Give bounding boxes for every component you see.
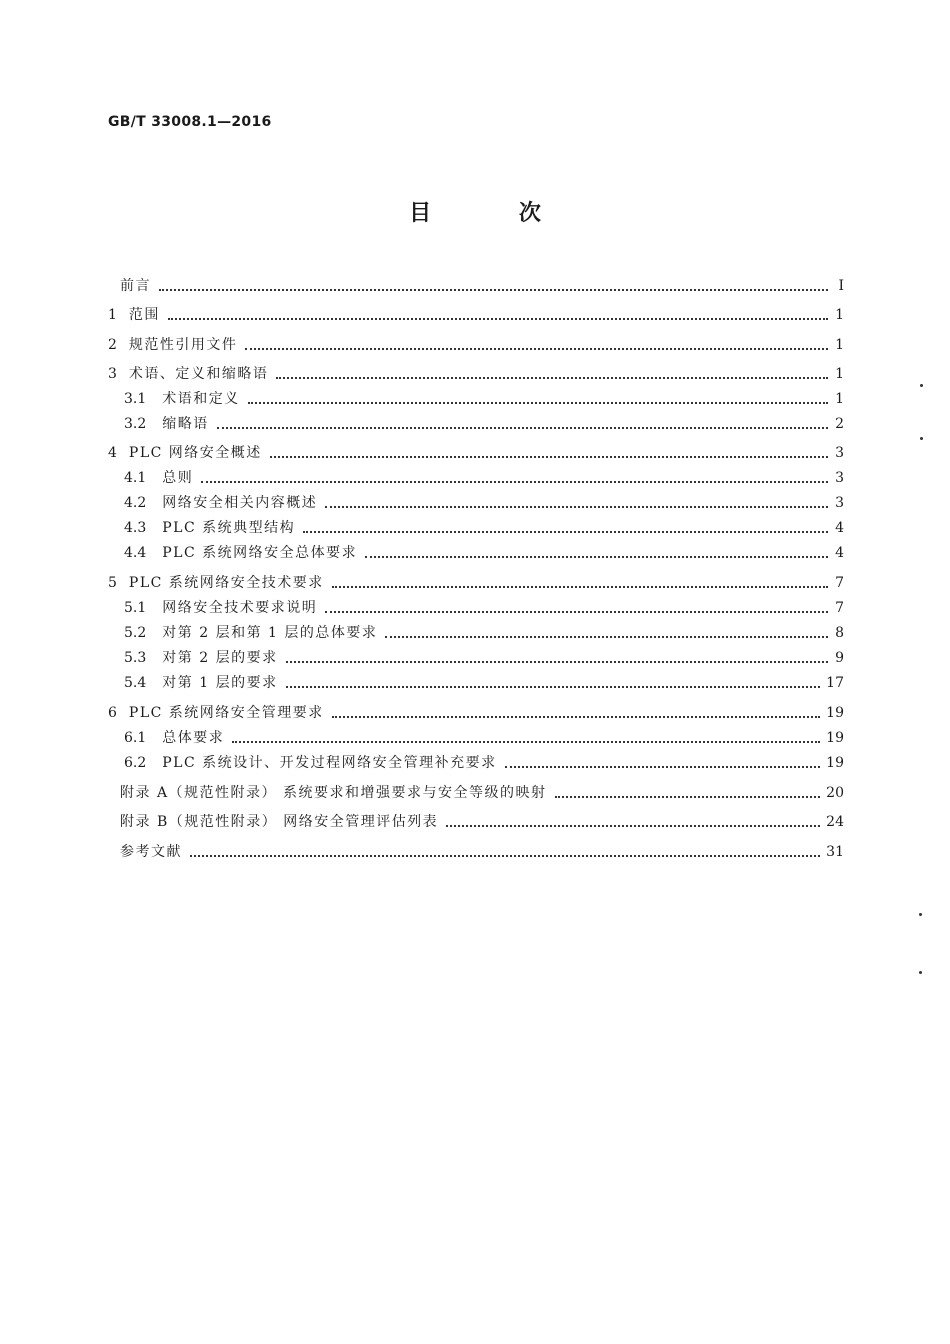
toc-entry-label: 前言 xyxy=(120,278,151,294)
toc-entry-label: PLC 系统网络安全管理要求 xyxy=(128,705,324,721)
toc-entry-3-2[interactable] xyxy=(108,413,844,435)
toc-leader-dots xyxy=(332,716,820,718)
toc-leader-dots xyxy=(270,456,828,458)
toc-entry-appendix-b[interactable] xyxy=(108,811,844,833)
toc-leader-dots xyxy=(555,796,821,798)
toc-entry-number: 1 xyxy=(108,307,117,323)
page-title: 目 次 xyxy=(409,201,581,226)
toc-entry-6-2[interactable] xyxy=(108,752,844,774)
toc-entry-number: 5.4 xyxy=(124,675,147,691)
scan-speck xyxy=(920,384,923,387)
toc-entry-1[interactable] xyxy=(108,304,844,326)
toc-leader-dots xyxy=(248,402,828,404)
toc-entry-page: 17 xyxy=(826,675,844,691)
toc-entry-5-3[interactable] xyxy=(108,647,844,669)
toc-entry-label: 对第 2 层的要求 xyxy=(162,650,278,666)
toc-entry-page: 31 xyxy=(826,844,844,860)
toc-leader-dots xyxy=(446,825,820,827)
toc-leader-dots xyxy=(201,481,828,483)
toc-entry-4[interactable] xyxy=(108,442,844,464)
toc-entry-4-1[interactable] xyxy=(108,467,844,489)
toc-entry-number: 5 xyxy=(108,575,117,591)
toc-entry-foreword[interactable] xyxy=(108,275,844,297)
toc-entry-number: 6.2 xyxy=(124,755,147,771)
toc-leader-dots xyxy=(385,636,828,638)
toc-entry-number: 6 xyxy=(108,705,117,721)
toc-entry-appendix-a[interactable] xyxy=(108,782,844,804)
toc-leader-dots xyxy=(365,556,828,558)
toc-entry-number: 3 xyxy=(108,366,117,382)
toc-entry-label: 参考文献 xyxy=(120,844,182,860)
toc-entry-4-4[interactable] xyxy=(108,542,844,564)
toc-leader-dots xyxy=(168,318,828,320)
toc-entry-number: 5.3 xyxy=(124,650,147,666)
toc-entry-page: 1 xyxy=(835,391,844,407)
toc-entry-label: 对第 2 层和第 1 层的总体要求 xyxy=(162,625,378,641)
toc-entry-3[interactable] xyxy=(108,363,844,385)
toc-entry-5-1[interactable] xyxy=(108,597,844,619)
toc-entry-number: 3.2 xyxy=(124,416,147,432)
scan-speck xyxy=(919,971,922,974)
toc-entry-page: 19 xyxy=(826,730,844,746)
toc-leader-dots xyxy=(505,766,821,768)
toc-entry-4-3[interactable] xyxy=(108,517,844,539)
toc-entry-page: 24 xyxy=(826,814,844,830)
toc-entry-label: PLC 系统设计、开发过程网络安全管理补充要求 xyxy=(162,755,497,771)
toc-entry-page: 2 xyxy=(835,416,844,432)
toc-entry-number: 5.2 xyxy=(124,625,147,641)
toc-entry-label: PLC 系统网络安全总体要求 xyxy=(162,545,358,561)
toc-entry-page: 20 xyxy=(826,785,844,801)
toc-entry-page: 7 xyxy=(835,575,844,591)
toc-entry-label: 附录 A（规范性附录） 系统要求和增强要求与安全等级的映射 xyxy=(120,785,547,801)
toc-entry-references[interactable] xyxy=(108,841,844,863)
toc-entry-page: 3 xyxy=(835,470,844,486)
toc-entry-page: Ⅰ xyxy=(838,278,844,294)
toc-entry-page: 9 xyxy=(835,650,844,666)
toc-entry-page: 3 xyxy=(835,445,844,461)
toc-leader-dots xyxy=(245,348,828,350)
toc-entry-label: 术语、定义和缩略语 xyxy=(128,366,269,382)
toc-entry-page: 3 xyxy=(835,495,844,511)
toc-entry-label: PLC 网络安全概述 xyxy=(128,445,262,461)
toc-entry-5-2[interactable] xyxy=(108,622,844,644)
toc-leader-dots xyxy=(303,531,828,533)
toc-entry-2[interactable] xyxy=(108,334,844,356)
toc-entry-label: 术语和定义 xyxy=(162,391,240,407)
toc-leader-dots xyxy=(286,661,828,663)
toc-leader-dots xyxy=(286,686,821,688)
toc-entry-5[interactable] xyxy=(108,572,844,594)
toc-entry-number: 6.1 xyxy=(124,730,147,746)
toc-entry-number: 4.3 xyxy=(124,520,147,536)
toc-entry-page: 7 xyxy=(835,600,844,616)
toc-entry-label: PLC 系统典型结构 xyxy=(162,520,296,536)
toc-entry-4-2[interactable] xyxy=(108,492,844,514)
toc-entry-page: 4 xyxy=(835,520,844,536)
scan-speck xyxy=(919,913,922,916)
toc-entry-page: 1 xyxy=(835,307,844,323)
toc-entry-page: 19 xyxy=(826,755,844,771)
toc-entry-label: PLC 系统网络安全技术要求 xyxy=(128,575,324,591)
toc-entry-label: 总体要求 xyxy=(162,730,225,746)
scan-speck xyxy=(920,437,923,440)
toc-entry-3-1[interactable] xyxy=(108,388,844,410)
toc-leader-dots xyxy=(190,855,820,857)
toc-leader-dots xyxy=(217,427,828,429)
toc-leader-dots xyxy=(325,611,828,613)
toc-entry-label: 对第 1 层的要求 xyxy=(162,675,278,691)
toc-entry-page: 19 xyxy=(826,705,844,721)
toc-entry-number: 4.1 xyxy=(124,470,147,486)
toc-entry-number: 4.2 xyxy=(124,495,147,511)
toc-entry-5-4[interactable] xyxy=(108,672,844,694)
toc-entry-number: 2 xyxy=(108,337,117,353)
toc-entry-number: 4 xyxy=(108,445,117,461)
toc-leader-dots xyxy=(325,506,828,508)
toc-entry-label: 范围 xyxy=(128,307,160,323)
toc-leader-dots xyxy=(332,586,828,588)
toc-entry-6-1[interactable] xyxy=(108,727,844,749)
toc-entry-label: 缩略语 xyxy=(162,416,209,432)
toc-entry-number: 5.1 xyxy=(124,600,147,616)
toc-leader-dots xyxy=(159,289,828,291)
toc-entry-6[interactable] xyxy=(108,702,844,724)
toc-leader-dots xyxy=(276,377,828,379)
toc-entry-number: 3.1 xyxy=(124,391,147,407)
toc-entry-label: 网络安全相关内容概述 xyxy=(162,495,318,511)
toc-entry-label: 总则 xyxy=(162,470,194,486)
toc-leader-dots xyxy=(232,741,820,743)
toc-entry-label: 网络安全技术要求说明 xyxy=(162,600,318,616)
toc-entry-page: 1 xyxy=(835,366,844,382)
toc-entry-number: 4.4 xyxy=(124,545,147,561)
toc-entry-page: 1 xyxy=(835,337,844,353)
toc-entry-label: 附录 B（规范性附录） 网络安全管理评估列表 xyxy=(120,814,439,830)
standard-code: GB/T 33008.1—2016 xyxy=(108,114,272,130)
toc-entry-label: 规范性引用文件 xyxy=(128,337,238,353)
toc-entry-page: 4 xyxy=(835,545,844,561)
toc-entry-page: 8 xyxy=(835,625,844,641)
